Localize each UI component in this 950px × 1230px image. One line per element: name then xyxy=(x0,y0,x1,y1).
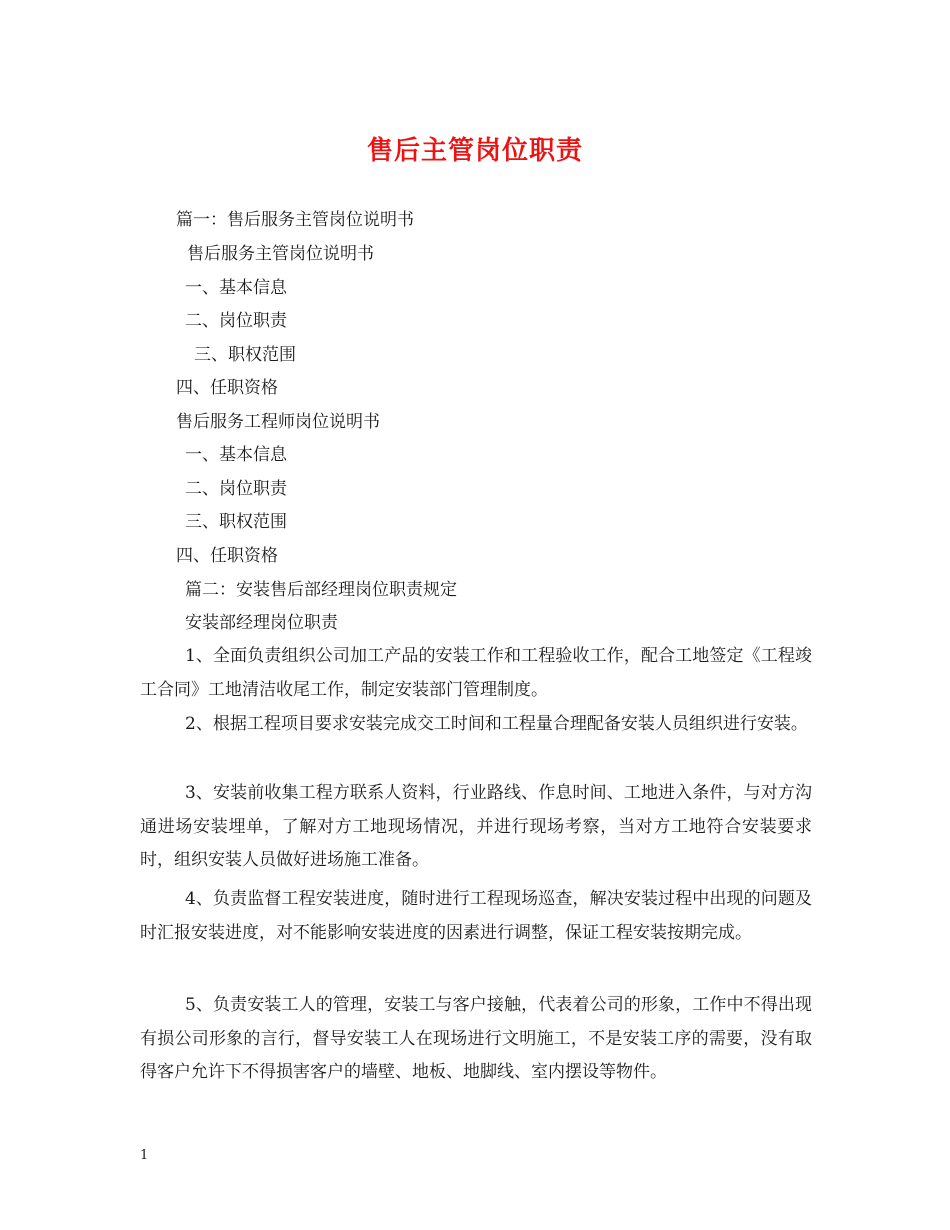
outline-line: 二、岗位职责 xyxy=(185,311,287,331)
outline-line: 二、岗位职责 xyxy=(185,479,287,499)
body-paragraph: 4、负责监督工程安装进度，随时进行工程现场巡查，解决安装过程中出现的问题及时汇报安装进度，对不能影响安装进度的因素进行调整，保证工程安装按期完成。 xyxy=(140,889,812,943)
outline-line: 三、职权范围 xyxy=(185,512,287,532)
outline-line: 一、基本信息 xyxy=(185,278,287,298)
outline-line: 三、职权范围 xyxy=(194,345,296,365)
body-paragraph: 5、负责安装工人的管理，安装工与客户接触，代表着公司的形象，工作中不得出现有损公司形象的言行，督导安装工人在现场进行文明施工，不是安装工序的需要，没有取得客户允许下不得损害客户的墙壁、地板、地脚线、室内摆设等物件。 xyxy=(140,995,812,1082)
page-number: 1 xyxy=(140,1148,149,1163)
section-heading-1: 篇一：售后服务主管岗位说明书 xyxy=(176,210,414,230)
outline-line: 安装部经理岗位职责 xyxy=(185,613,338,633)
section-heading-2: 篇二：安装售后部经理岗位职责规定 xyxy=(185,580,457,600)
body-paragraph: 1、全面负责组织公司加工产品的安装工作和工程验收工作，配合工地签定《工程竣工合同》工地清洁收尾工作，制定安装部门管理制度。 xyxy=(140,646,812,700)
outline-line: 四、任职资格 xyxy=(176,546,278,566)
outline-line: 四、任职资格 xyxy=(176,378,278,398)
outline-line: 售后服务主管岗位说明书 xyxy=(187,244,374,264)
page-title: 售后主管岗位职责 xyxy=(366,136,583,166)
body-paragraph: 2、根据工程项目要求安装完成交工时间和工程量合理配备安装人员组织进行安装。 xyxy=(185,714,808,734)
outline-line: 售后服务工程师岗位说明书 xyxy=(176,412,380,432)
body-paragraph: 3、安装前收集工程方联系人资料，行业路线、作息时间、工地进入条件，与对方沟通进场安装埋单，了解对方工地现场情况，并进行现场考察，当对方工地符合安装要求时，组织安装人员做好进场施工准备。 xyxy=(140,783,812,870)
outline-line: 一、基本信息 xyxy=(185,445,287,465)
